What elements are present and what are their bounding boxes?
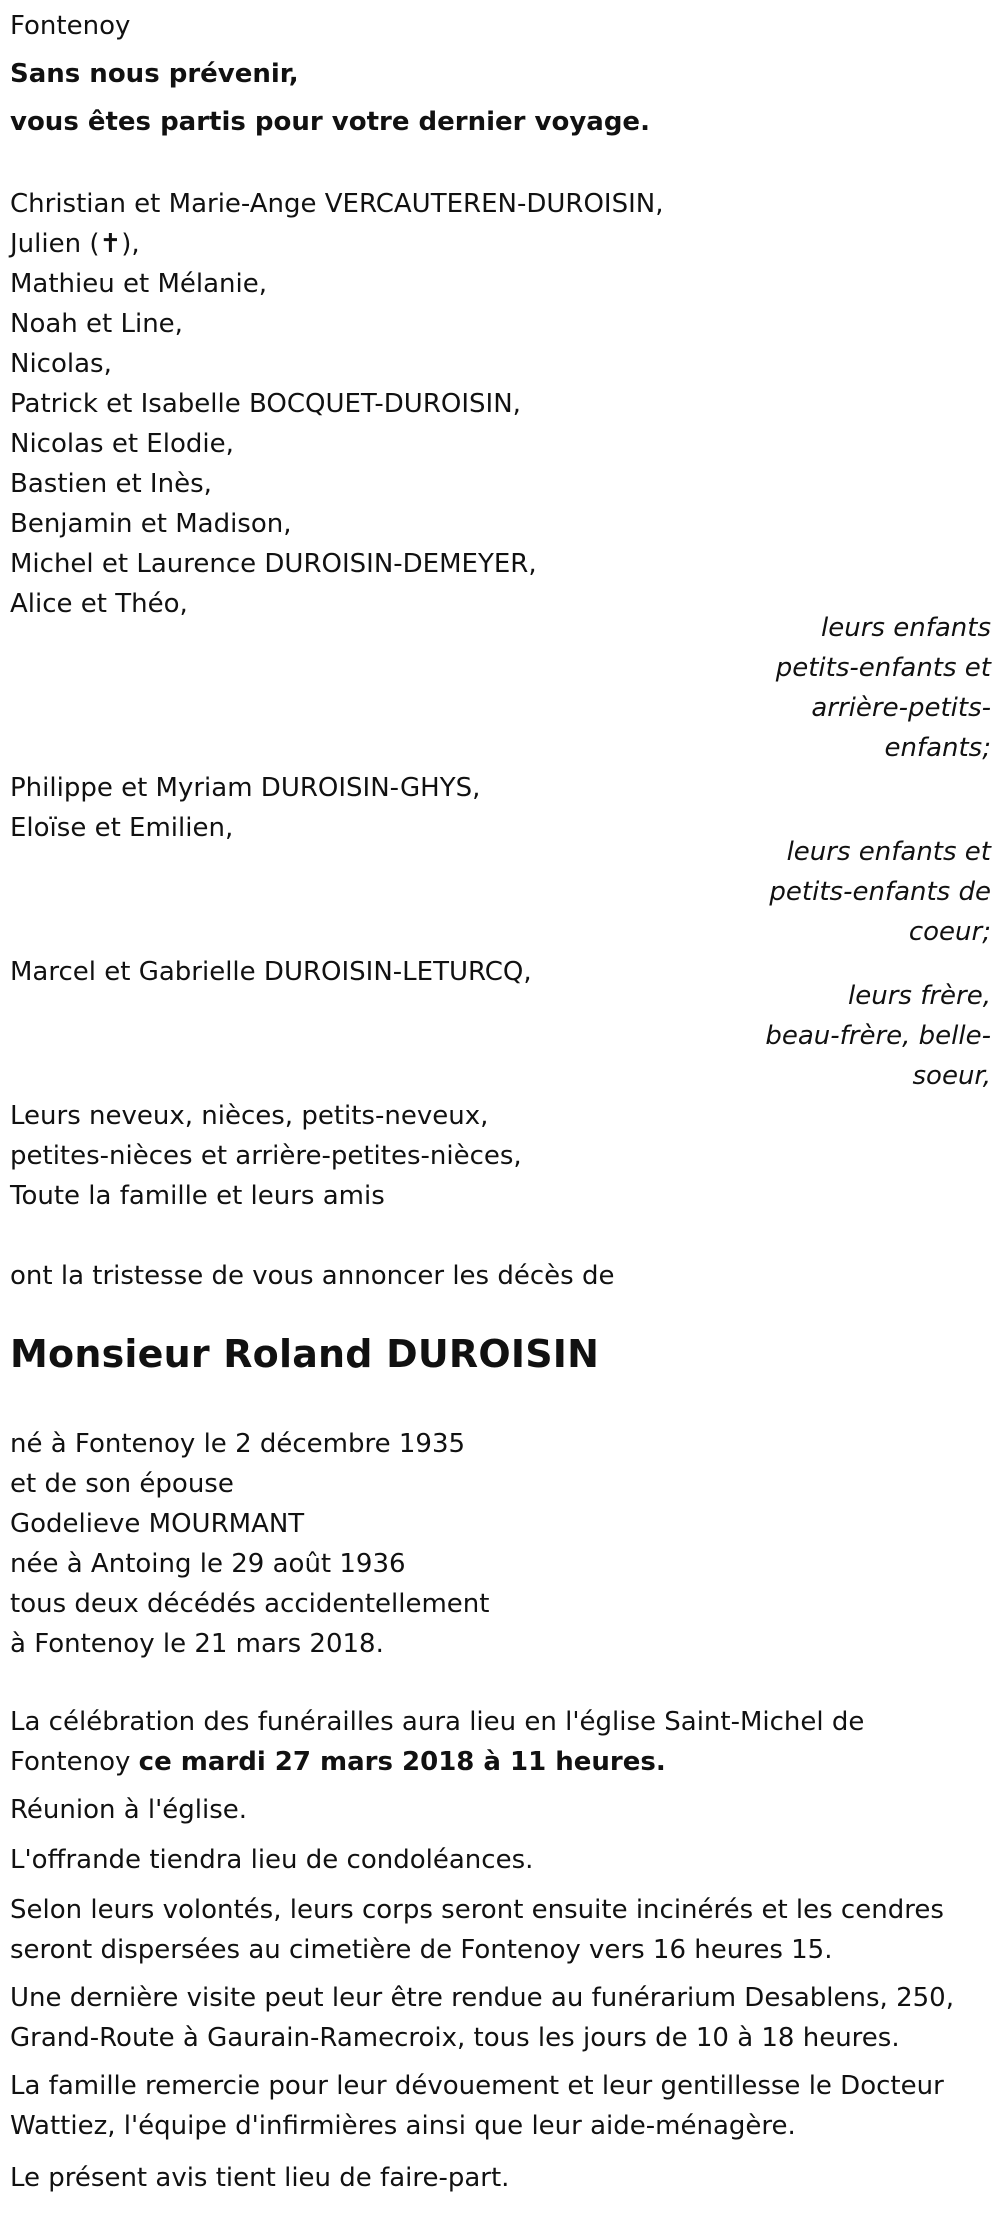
family-line: Bastien et Inès,	[10, 469, 212, 499]
family-line: Patrick et Isabelle BOCQUET-DUROISIN,	[10, 389, 521, 419]
closing-text: Le présent avis tient lieu de faire-part.	[10, 2163, 510, 2193]
funeral-meeting: Réunion à l'église.	[10, 1795, 248, 1825]
deceased-detail-line: et de son épouse	[10, 1469, 234, 1499]
funeral-visit-1: Une dernière visite peut leur être rendue au funérarium Desablens, 250,	[10, 1983, 954, 2013]
relation-line: leurs enfants et	[786, 837, 991, 867]
family-line: Alice et Théo,	[10, 589, 188, 619]
family-line: Benjamin et Madison,	[10, 509, 292, 539]
family-line: Julien (✝),	[10, 229, 140, 259]
family-line: Marcel et Gabrielle DUROISIN-LETURCQ,	[10, 957, 532, 987]
family-line: petites-nièces et arrière-petites-nièces,	[10, 1141, 522, 1171]
relation-line: leurs frère,	[848, 981, 991, 1011]
relation-line: leurs enfants	[821, 613, 991, 643]
relation-line: soeur,	[912, 1061, 991, 1091]
family-line: Philippe et Myriam DUROISIN-GHYS,	[10, 773, 481, 803]
deceased-detail-line: né à Fontenoy le 2 décembre 1935	[10, 1429, 466, 1459]
intro-line-2: vous êtes partis pour votre dernier voyage.	[10, 107, 650, 137]
funeral-condolences: L'offrande tiendra lieu de condoléances.	[10, 1845, 534, 1875]
family-line: Michel et Laurence DUROISIN-DEMEYER,	[10, 549, 537, 579]
funeral-wishes-2: seront dispersées au cimetière de Fontenoy vers 16 heures 15.	[10, 1935, 833, 1965]
place-heading: Fontenoy	[10, 11, 131, 41]
funeral-place-text: Fontenoy	[10, 1747, 139, 1777]
family-line: Eloïse et Emilien,	[10, 813, 234, 843]
funeral-thanks-1: La famille remercie pour leur dévouement et leur gentillesse le Docteur	[10, 2071, 944, 2101]
relation-line: coeur;	[908, 917, 991, 947]
relation-line: petits-enfants de	[769, 877, 991, 907]
relation-line: petits-enfants et	[775, 653, 991, 683]
deceased-detail-line: tous deux décédés accidentellement	[10, 1589, 490, 1619]
family-line: Nicolas,	[10, 349, 112, 379]
deceased-detail-line: à Fontenoy le 21 mars 2018.	[10, 1629, 384, 1659]
family-line: Toute la famille et leurs amis	[10, 1181, 385, 1211]
family-line: Noah et Line,	[10, 309, 183, 339]
family-line: Christian et Marie-Ange VERCAUTEREN-DUROISIN,	[10, 189, 664, 219]
relation-line: arrière-petits-	[811, 693, 991, 723]
funeral-thanks-2: Wattiez, l'équipe d'infirmières ainsi que leur aide-ménagère.	[10, 2111, 796, 2141]
funeral-line-a-2	[10, 1742, 666, 1782]
relation-line: beau-frère, belle-	[765, 1021, 991, 1051]
deceased-title: Monsieur Roland DUROISIN	[10, 1332, 600, 1376]
funeral-line-a-1: La célébration des funérailles aura lieu en l'église Saint-Michel de	[10, 1707, 865, 1737]
funeral-visit-2: Grand-Route à Gaurain-Ramecroix, tous les jours de 10 à 18 heures.	[10, 2023, 900, 2053]
deceased-detail-line: née à Antoing le 29 août 1936	[10, 1549, 406, 1579]
family-line: Leurs neveux, nièces, petits-neveux,	[10, 1101, 489, 1131]
family-line: Mathieu et Mélanie,	[10, 269, 268, 299]
announcement-text: ont la tristesse de vous annoncer les décès de	[10, 1261, 615, 1291]
deceased-detail-line: Godelieve MOURMANT	[10, 1509, 305, 1539]
relation-line: enfants;	[884, 733, 991, 763]
family-line: Nicolas et Elodie,	[10, 429, 234, 459]
intro-line-1: Sans nous prévenir,	[10, 59, 299, 89]
funeral-date-text: ce mardi 27 mars 2018 à 11 heures.	[138, 1747, 666, 1777]
funeral-wishes-1: Selon leurs volontés, leurs corps seront ensuite incinérés et les cendres	[10, 1895, 944, 1925]
